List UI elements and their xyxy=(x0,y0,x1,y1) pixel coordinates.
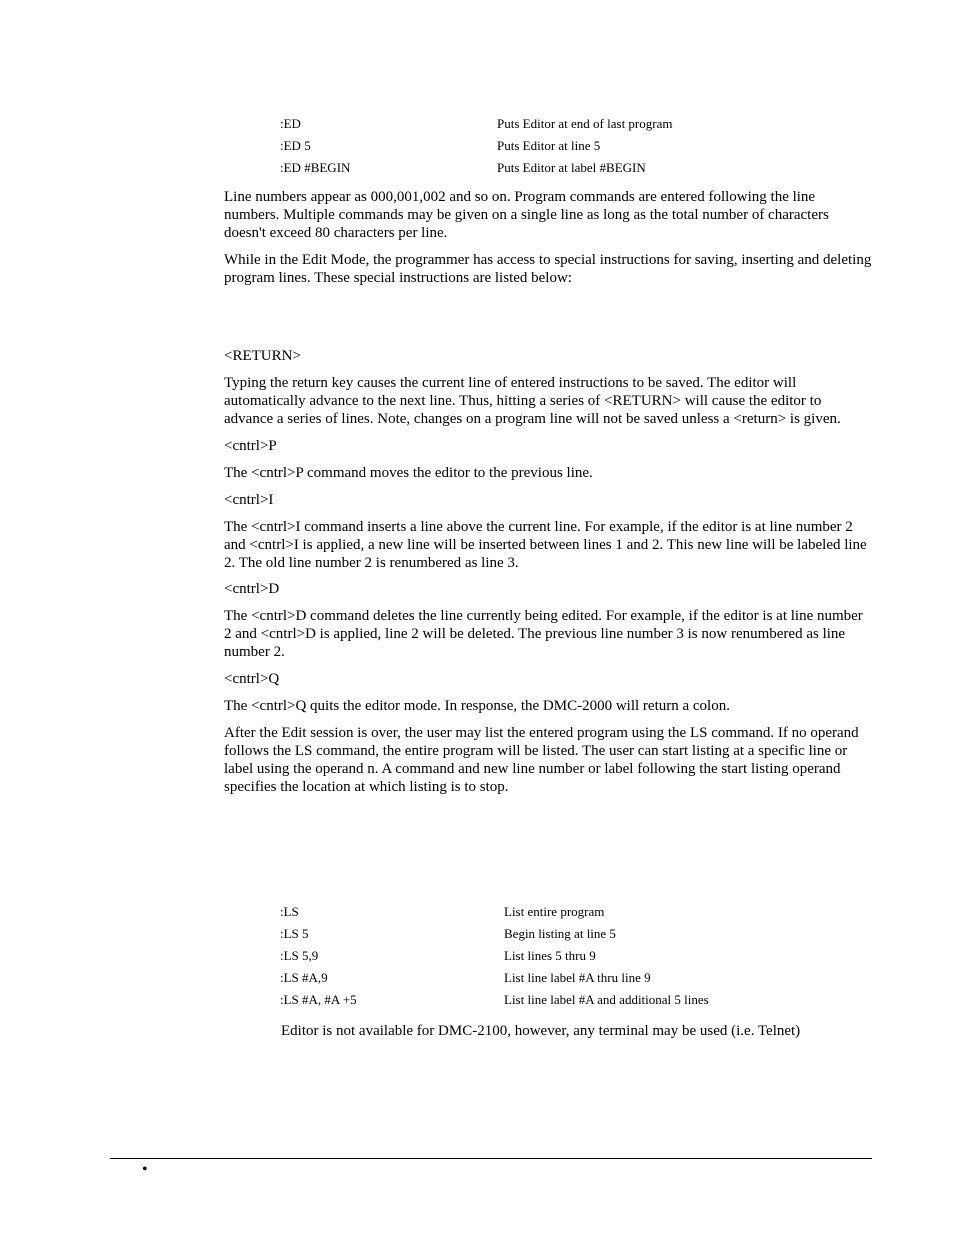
paragraph-ctrl-i: The <cntrl>I command inserts a line above the current line. For example, if the editor is at line number 2 and <cntrl>I is applied, a new line will be inserted between lines 1 and 2. This new line will be labeled line 2. The old line number 2 is renumbered as line 3. xyxy=(224,519,867,571)
paragraph-ctrl-d: The <cntrl>D command deletes the line currently being edited. For example, if the editor is at line number 2 and <cntrl>D is applied, line 2 will be deleted. The previous line number 3 is now renumbered as line number 2. xyxy=(224,608,863,660)
command-cell: :LS 5 xyxy=(280,926,309,941)
command-cell: :LS #A,9 xyxy=(280,970,328,985)
ed-command-table xyxy=(280,113,880,179)
description-cell: List lines 5 thru 9 xyxy=(504,948,596,963)
paragraph-ctrl-p: The <cntrl>P command moves the editor to the previous line. xyxy=(224,465,593,481)
command-cell: :LS #A, #A +5 xyxy=(280,992,357,1007)
table-row xyxy=(280,989,880,1011)
command-cell: :ED #BEGIN xyxy=(280,160,351,175)
description-cell: List line label #A and additional 5 lines xyxy=(504,992,709,1007)
heading-return: <RETURN> xyxy=(224,348,301,364)
description-cell: List entire program xyxy=(504,904,605,919)
footer-bullet: • xyxy=(142,1161,148,1178)
ls-command-table xyxy=(280,901,880,1011)
heading-ctrl-q: <cntrl>Q xyxy=(224,671,280,687)
command-cell: :LS 5,9 xyxy=(280,948,319,963)
description-cell: Puts Editor at label #BEGIN xyxy=(497,160,646,175)
table-row xyxy=(280,157,880,179)
description-cell: Puts Editor at line 5 xyxy=(497,138,601,153)
description-cell: List line label #A thru line 9 xyxy=(504,970,651,985)
table-row xyxy=(280,135,880,157)
table-row xyxy=(280,901,880,923)
paragraph-line-numbers: Line numbers appear as 000,001,002 and so on. Program commands are entered following the line numbers. Multiple commands may be given on a single line as long as the total number of characters doesn't exceed 80 characters per line. xyxy=(224,189,829,241)
command-cell: :ED xyxy=(280,116,301,131)
description-cell: Begin listing at line 5 xyxy=(504,926,616,941)
note-text: Editor is not available for DMC-2100, however, any terminal may be used (i.e. Telnet) xyxy=(281,1023,801,1039)
command-cell: :ED 5 xyxy=(280,138,311,153)
paragraph-return: Typing the return key causes the current line of entered instructions to be saved. The editor will automatically advance to the next line. Thus, hitting a series of <RETURN> will cause the editor to advance a series of lines. Note, changes on a program line will not be saved unless a <return> is given. xyxy=(224,375,841,427)
table-row xyxy=(280,967,880,989)
paragraph-after-edit: After the Edit session is over, the user may list the entered program using the LS command. If no operand follows the LS command, the entire program will be listed. The user can start listing at a specific line or label using the operand n. A command and new line number or label following the start listing operand specifies the location at which listing is to stop. xyxy=(224,725,859,795)
command-cell: :LS xyxy=(280,904,299,919)
description-cell: Puts Editor at end of last program xyxy=(497,116,673,131)
footer-divider xyxy=(110,1158,872,1159)
table-row xyxy=(280,945,880,967)
heading-ctrl-p: <cntrl>P xyxy=(224,438,277,454)
heading-ctrl-d: <cntrl>D xyxy=(224,581,280,597)
table-row xyxy=(280,113,880,135)
heading-ctrl-i: <cntrl>I xyxy=(224,492,274,508)
paragraph-ctrl-q: The <cntrl>Q quits the editor mode. In response, the DMC-2000 will return a colon. xyxy=(224,698,730,714)
table-row xyxy=(280,923,880,945)
paragraph-edit-mode: While in the Edit Mode, the programmer has access to special instructions for saving, inserting and deleting program lines. These special instructions are listed below: xyxy=(224,252,872,286)
